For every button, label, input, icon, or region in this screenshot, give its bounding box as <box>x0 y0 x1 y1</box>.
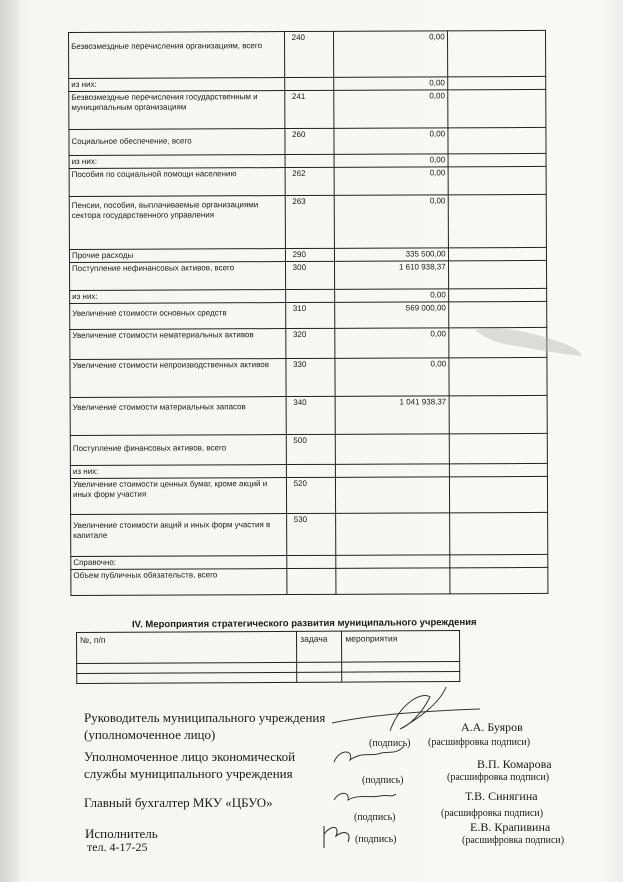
row-code: 340 <box>286 396 336 434</box>
row-name: Социальное обеспечение, всего <box>69 129 285 156</box>
econ-signature-caption: (подпись) <box>362 775 404 786</box>
row-code <box>284 77 334 90</box>
row-code: 530 <box>286 513 336 555</box>
row-code <box>286 464 336 477</box>
row-code: 330 <box>286 358 336 396</box>
row-value: 0,00 <box>335 328 449 358</box>
row-name: из них: <box>70 290 286 304</box>
table-row <box>70 433 547 465</box>
row-empty-cell <box>449 554 547 567</box>
row-value: 335 500,00 <box>335 248 449 261</box>
row-code: 260 <box>285 128 335 154</box>
row-code: 263 <box>285 195 335 248</box>
econ-label-sub: службы муниципального учреждения <box>84 766 293 781</box>
executor-signature-caption: (подпись) <box>355 834 397 845</box>
row-empty-cell <box>449 463 547 476</box>
row-value: 0,00 <box>335 289 449 302</box>
finance-table <box>68 30 548 596</box>
row-value: 0,00 <box>334 195 448 248</box>
row-empty-cell <box>448 153 546 166</box>
row-code: 300 <box>285 261 335 289</box>
events-cell <box>342 671 460 682</box>
row-empty-cell <box>449 433 547 463</box>
row-value <box>335 434 449 464</box>
row-value <box>336 568 450 594</box>
row-empty-cell <box>447 30 546 76</box>
accountant-name-caption: (расшифровка подписи) <box>441 808 544 819</box>
head-signature-caption: (подпись) <box>369 738 411 749</box>
econ-name-caption: (расшифровка подписи) <box>447 772 550 783</box>
events-cell <box>77 672 297 683</box>
row-empty-cell <box>448 288 546 301</box>
head-label: Руководитель муниципального учреждения <box>84 710 326 725</box>
table-row <box>71 567 548 595</box>
row-name: Увеличение стоимости нематериальных активов <box>70 329 286 360</box>
row-empty-cell <box>448 260 546 288</box>
events-table <box>76 630 460 684</box>
table-row <box>69 127 546 155</box>
executor-label: Исполнитель <box>85 826 158 841</box>
row-value: 0,00 <box>335 358 449 396</box>
row-name: Справочно: <box>71 556 287 570</box>
row-code: 240 <box>284 31 334 77</box>
row-code: 310 <box>285 302 335 328</box>
row-code <box>286 555 336 568</box>
row-value: 0,00 <box>334 167 448 195</box>
accountant-label: Главный бухгалтер МКУ «ЦБУО» <box>84 795 273 810</box>
row-value: 0,00 <box>334 128 448 154</box>
row-name: Безвозмездные перечисления государственным и муниципальным организациям <box>69 91 285 130</box>
row-value: 0,00 <box>334 90 448 128</box>
row-code <box>286 568 336 594</box>
row-value: 0,00 <box>334 77 448 90</box>
row-name: Увеличение стоимости ценных бумаг, кроме акций и иных форм участия <box>70 478 286 515</box>
row-code: 262 <box>285 167 335 195</box>
row-name: Пособия по социальной помощи населению <box>69 168 285 197</box>
table-row <box>70 260 547 290</box>
scan-shadow <box>0 0 22 882</box>
row-value: 0,00 <box>334 31 448 77</box>
row-name: Безвозмездные перечисления организациям, всего <box>69 32 285 79</box>
row-empty-cell <box>449 512 548 554</box>
section-iv-title: IV. Мероприятия стратегического развития муниципального учреждения <box>131 616 477 631</box>
row-empty-cell <box>449 476 548 512</box>
row-code: 290 <box>285 248 335 261</box>
row-code: 241 <box>284 90 334 128</box>
executor-name: Е.В. Крапивина <box>470 820 551 834</box>
row-empty-cell <box>448 247 546 260</box>
row-name: Увеличение стоимости основных средств <box>70 303 286 330</box>
events-cell <box>342 661 460 672</box>
table-row <box>70 476 547 514</box>
head-name-caption: (расшифровка подписи) <box>428 737 531 748</box>
row-name: Поступление нефинансовых активов, всего <box>70 262 286 291</box>
accountant-name: Т.В. Синягина <box>465 789 538 803</box>
row-name: из них: <box>69 78 285 92</box>
row-value: 1 041 938,37 <box>335 396 449 434</box>
table-row <box>69 194 546 249</box>
row-name: Увеличение стоимости акций и иных форм участия в капитале <box>71 514 287 557</box>
row-empty-cell <box>448 194 547 247</box>
events-cell <box>297 662 342 672</box>
row-name: Поступление финансовых активов, всего <box>70 435 286 466</box>
row-name: из них: <box>69 155 285 169</box>
row-name: из них: <box>70 465 286 479</box>
events-header-row <box>77 630 460 663</box>
ink-smudge <box>470 320 590 370</box>
row-value: 1 610 938,37 <box>335 261 449 289</box>
table-row <box>69 166 546 196</box>
row-value <box>336 513 450 555</box>
row-value: 569 000,00 <box>335 302 449 328</box>
accountant-signature-caption: (подпись) <box>354 812 396 823</box>
row-value <box>336 477 450 513</box>
row-name: Объем публичных обязательств, всего <box>71 569 287 596</box>
events-row <box>77 671 460 683</box>
accountant-signature <box>330 786 400 810</box>
row-code: 520 <box>286 477 336 513</box>
row-code <box>285 289 335 302</box>
table-row <box>70 395 547 435</box>
executor-phone: тел. 4-17-25 <box>87 840 148 854</box>
row-empty-cell <box>447 89 546 127</box>
row-empty-cell <box>449 395 548 433</box>
head-label-sub: (уполномоченное лицо) <box>84 727 216 742</box>
table-row <box>69 89 546 129</box>
col-task-header: задача <box>297 631 342 662</box>
row-name: Пенсии, пособия, выплачиваемые организациями сектора государственного управления <box>69 196 285 250</box>
row-name: Увеличение стоимости непроизводственных активов <box>70 359 286 398</box>
col-events-header: мероприятия <box>342 630 460 662</box>
table-row <box>71 512 548 556</box>
table-row <box>69 30 546 78</box>
econ-name: В.П. Комарова <box>477 757 552 771</box>
row-value: 0,00 <box>334 154 448 167</box>
econ-label: Уполномоченное лицо экономической <box>84 749 296 764</box>
row-value <box>336 555 450 568</box>
row-empty-cell <box>448 166 546 194</box>
row-empty-cell <box>448 127 546 153</box>
head-name: А.А. Буяров <box>461 720 523 734</box>
executor-signature <box>318 822 358 852</box>
executor-name-caption: (расшифровка подписи) <box>462 835 565 846</box>
row-empty-cell <box>449 567 547 593</box>
events-cell <box>297 672 342 682</box>
row-code: 320 <box>285 328 335 358</box>
row-empty-cell <box>447 76 545 89</box>
row-value <box>336 464 450 477</box>
row-name: Прочие расходы <box>69 249 285 263</box>
row-name: Увеличение стоимости материальных запасов <box>70 397 286 436</box>
row-code: 500 <box>286 434 336 464</box>
col-number-header: №, п/п <box>77 631 297 663</box>
econ-signature <box>330 742 410 774</box>
row-code <box>285 154 335 167</box>
